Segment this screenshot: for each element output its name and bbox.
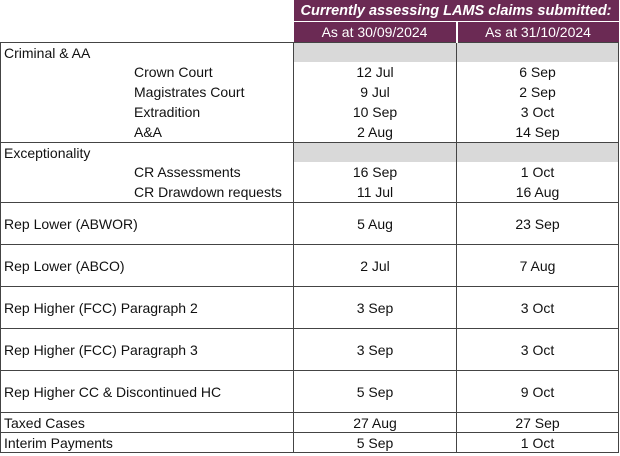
header-blank-cell — [1, 22, 294, 43]
value-oct-2024: 9 Oct — [457, 371, 619, 413]
table-row — [1, 433, 619, 453]
header-blank-cell — [1, 0, 294, 22]
value-oct-2024: 2 Sep — [457, 82, 619, 102]
value-sep-2024: 3 Sep — [294, 329, 457, 371]
group-label-criminal-aa: Criminal & AA — [1, 43, 294, 63]
column-header-31-10-2024: As at 31/10/2024 — [457, 22, 619, 43]
row-label: Interim Payments — [1, 433, 294, 453]
value-oct-2024: 7 Aug — [457, 245, 619, 287]
table-row — [1, 62, 619, 82]
table-row — [1, 203, 619, 245]
row-label: Extradition — [1, 102, 294, 122]
value-oct-2024: 1 Oct — [457, 433, 619, 453]
table-row — [1, 371, 619, 413]
column-header-30-09-2024: As at 30/09/2024 — [294, 22, 457, 43]
group-header-row — [1, 43, 619, 63]
group-header-row — [1, 143, 619, 163]
row-label: Rep Higher CC & Discontinued HC — [1, 371, 294, 413]
row-label: CR Drawdown requests — [1, 182, 294, 203]
row-label: Rep Lower (ABWOR) — [1, 203, 294, 245]
group-shaded-cell — [457, 43, 619, 63]
table-row — [1, 413, 619, 433]
value-sep-2024: 5 Sep — [294, 433, 457, 453]
value-oct-2024: 23 Sep — [457, 203, 619, 245]
table-row — [1, 82, 619, 102]
value-sep-2024: 11 Jul — [294, 182, 457, 203]
row-label: Rep Higher (FCC) Paragraph 2 — [1, 287, 294, 329]
header-title-row — [1, 0, 619, 22]
value-sep-2024: 27 Aug — [294, 413, 457, 433]
value-oct-2024: 1 Oct — [457, 162, 619, 182]
row-label: Crown Court — [1, 62, 294, 82]
table-title: Currently assessing LAMS claims submitted: — [294, 0, 619, 22]
group-shaded-cell — [294, 143, 457, 163]
value-sep-2024: 2 Aug — [294, 122, 457, 143]
group-shaded-cell — [457, 143, 619, 163]
table-row — [1, 245, 619, 287]
row-label: Rep Higher (FCC) Paragraph 3 — [1, 329, 294, 371]
value-oct-2024: 6 Sep — [457, 62, 619, 82]
value-oct-2024: 3 Oct — [457, 287, 619, 329]
table-row — [1, 162, 619, 182]
header-date-row — [1, 22, 619, 43]
row-label: Magistrates Court — [1, 82, 294, 102]
table-row — [1, 329, 619, 371]
value-oct-2024: 27 Sep — [457, 413, 619, 433]
row-label: Rep Lower (ABCO) — [1, 245, 294, 287]
value-sep-2024: 5 Sep — [294, 371, 457, 413]
value-oct-2024: 14 Sep — [457, 122, 619, 143]
value-sep-2024: 3 Sep — [294, 287, 457, 329]
value-oct-2024: 3 Oct — [457, 102, 619, 122]
value-sep-2024: 9 Jul — [294, 82, 457, 102]
row-label: CR Assessments — [1, 162, 294, 182]
row-label: A&A — [1, 122, 294, 143]
value-sep-2024: 16 Sep — [294, 162, 457, 182]
value-oct-2024: 16 Aug — [457, 182, 619, 203]
row-label: Taxed Cases — [1, 413, 294, 433]
table-row — [1, 102, 619, 122]
table-row — [1, 122, 619, 143]
table-row — [1, 287, 619, 329]
group-shaded-cell — [294, 43, 457, 63]
value-sep-2024: 10 Sep — [294, 102, 457, 122]
value-sep-2024: 2 Jul — [294, 245, 457, 287]
value-sep-2024: 5 Aug — [294, 203, 457, 245]
table-row — [1, 182, 619, 203]
value-oct-2024: 3 Oct — [457, 329, 619, 371]
value-sep-2024: 12 Jul — [294, 62, 457, 82]
group-label-exceptionality: Exceptionality — [1, 143, 294, 163]
